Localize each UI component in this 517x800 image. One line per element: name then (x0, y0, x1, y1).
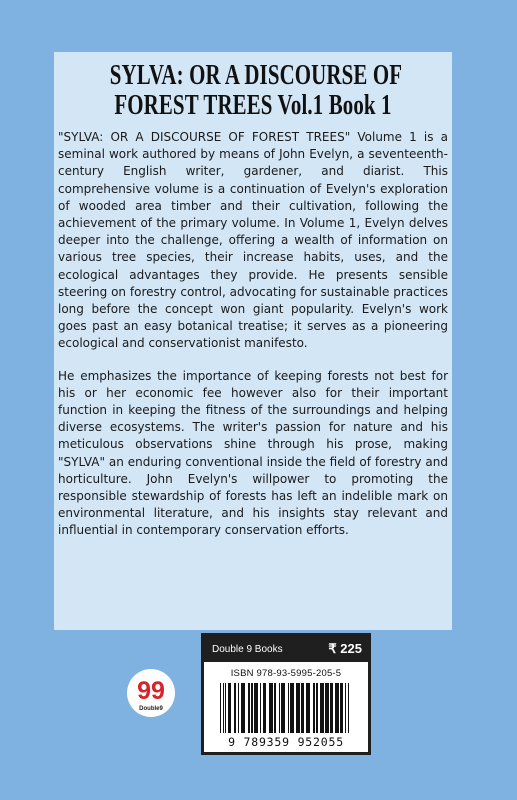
barcode-bar (238, 683, 239, 733)
barcode-bar (306, 683, 310, 733)
barcode-bar (269, 683, 273, 733)
barcode-bar (225, 683, 226, 733)
barcode-bar (234, 683, 237, 733)
book-title-line-1: SYLVA: OR A DISCOURSE OF (109, 59, 403, 91)
barcode-bar (274, 683, 277, 733)
publisher-name: Double 9 Books (212, 644, 283, 655)
book-description (58, 129, 448, 540)
barcode-bars (220, 683, 356, 733)
barcode-bar (251, 683, 252, 733)
barcode-bar (220, 683, 221, 733)
barcode-bar (348, 683, 349, 733)
barcode-bar (281, 683, 285, 733)
barcode-bar (301, 683, 304, 733)
logo-number: 99 (137, 677, 165, 705)
description-panel (54, 52, 452, 630)
barcode-bar (325, 683, 329, 733)
barcode-bar (223, 683, 224, 733)
description-paragraph-1: "SYLVA: OR A DISCOURSE OF FOREST TREES" Volume 1 is a seminal work authored by means of John Evelyn, a seventeenth-century English writer, gardener, and diarist. This comprehensive volume is a continuation of Evelyn's exploration of wooded area timber and their cultivation, following the achievement of the primary volume. In Volume 1, Evelyn delves deeper into the challenge, offering a wealth of information on various tree species, their increase habits, uses, and the ecological advantages they provide. He presents sensible steering on forestry control, advocating for sustainable practices long before the concept won giant popularity. Evelyn's work goes past an easy botanical treatise; it serves as a pioneering ecological and conservationist manifesto. (58, 130, 448, 351)
barcode-bar (248, 683, 251, 733)
barcode-digits: 9 789359 952055 (228, 735, 344, 749)
book-title (109, 59, 403, 121)
barcode-bar (296, 683, 300, 733)
barcode-bar (345, 683, 346, 733)
barcode-bar (260, 683, 261, 733)
double9-logo-icon (126, 668, 176, 718)
barcode-bar (316, 683, 317, 733)
barcode-bar (320, 683, 324, 733)
logo-text: Double9 (139, 706, 163, 712)
price-label: ₹ 225 (328, 641, 362, 656)
barcode-bar (340, 683, 343, 733)
barcode-bar (288, 683, 289, 733)
isbn-label: ISBN 978-93-5995-205-5 (230, 668, 342, 679)
barcode-bar (335, 683, 339, 733)
barcode-bar (263, 683, 267, 733)
barcode-bar (330, 683, 333, 733)
barcode-bar (279, 683, 280, 733)
barcode-bar (290, 683, 294, 733)
barcode-bar (241, 683, 245, 733)
book-title-line-2: FOREST TREES Vol.1 Book 1 (114, 89, 392, 121)
barcode-header (204, 636, 368, 662)
barcode-box (201, 633, 371, 755)
barcode-bar (254, 683, 258, 733)
barcode-bar (228, 683, 232, 733)
description-paragraph-2: He emphasizes the importance of keeping forests not best for his or her economic fee however also for their important function in keeping the fitness of the surroundings and helping diverse ecosystems. The writer's passion for nature and his meticulous observations shine through his prose, making "SYLVA" an enduring conventional inside the field of forestry and horticulture. John Evelyn's willpower to promoting the responsible stewardship of forests has left an indelible mark on environmental literature, and his insights stay relevant and influential in contemporary conservation efforts. (58, 368, 448, 538)
barcode-bar (313, 683, 316, 733)
